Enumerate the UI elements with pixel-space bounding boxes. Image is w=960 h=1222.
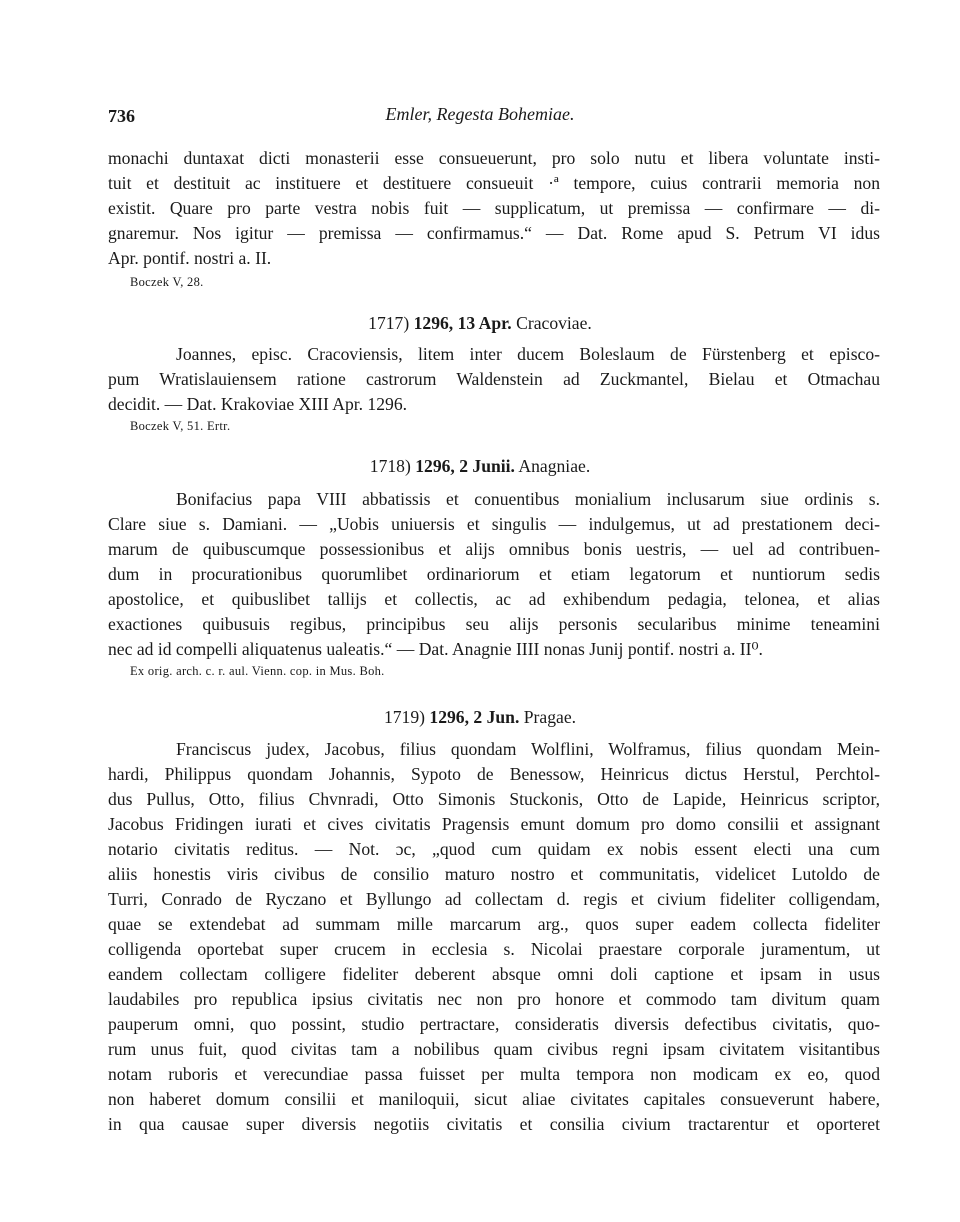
entry-place: Cracoviae. [516, 313, 592, 333]
text-line: gnaremur. Nos igitur — premissa — confirmamus.“ — Dat. Rome apud S. Petrum VI idus [108, 223, 880, 243]
text-line: marum de quibuscumque possessionibus et alijs omnibus bonis uestris, — uel ad contribuen- [108, 539, 880, 559]
text-line: hardi, Philippus quondam Johannis, Sypoto de Benessow, Heinricus dictus Herstul, Perchtol- [108, 764, 880, 784]
text-line: rum unus fuit, quod civitas tam a nobilibus quam civibus regni ipsam civitatem visitantibus [108, 1039, 880, 1059]
source-citation: Ex orig. arch. c. r. aul. Vienn. cop. in Mus. Boh. [130, 664, 385, 678]
entry-place: Pragae. [523, 707, 577, 727]
text-line: non haberet domum consilii et maniloquii, sicut aliae civitates capitales consueverunt habere, [108, 1089, 880, 1109]
text-line: pauperum omni, quo possint, studio pertractare, consideratis diversis defectibus civitatis, quo- [108, 1014, 880, 1034]
entry-heading [0, 706, 960, 728]
entry-number: 1717) [368, 313, 410, 333]
text-line: eandem collectam colligere fideliter deberent absque omni doli captione et ipsam in usus [108, 964, 880, 984]
entry-heading [0, 312, 960, 334]
entry-date: 1296, 2 Junii. [415, 456, 515, 476]
entry-number: 1718) [369, 456, 411, 476]
text-line: Joannes, episc. Cracoviensis, litem inter ducem Boleslaum de Fürstenberg et episco- [176, 344, 880, 364]
text-line: dus Pullus, Otto, filius Chvnradi, Otto Simonis Stuckonis, Otto de Lapide, Heinricus scriptor, [108, 789, 880, 809]
entry-date: 1296, 13 Apr. [413, 313, 512, 333]
text-line: exactiones quibusuis regibus, principibus seu alijs personis secularibus minime teneamini [108, 614, 880, 634]
text-line: nec ad id compelli aliquatenus ualeatis.“ — Dat. Anagnie IIII nonas Junij pontif. nostri a. II⁰. [108, 639, 763, 659]
source-citation: Boczek V, 51. Ertr. [130, 419, 231, 433]
text-line: apostolice, et quibuslibet tallijs et collectis, ac ad exhibendum pedagia, telonea, et alias [108, 589, 880, 609]
text-line: decidit. — Dat. Krakoviae XIII Apr. 1296. [108, 394, 408, 414]
text-line: tuit et destituit ac instituere et destituere consueuit ·ª tempore, cuius contrarii memoria non [108, 173, 880, 193]
entry-date: 1296, 2 Jun. [429, 707, 520, 727]
text-line: colligenda oportebat super crucem in ecclesia s. Nicolai praestare corporale juramentum, ut [108, 939, 880, 959]
text-line: aliis honestis viris civibus de consilio maturo nostro et communitatis, videlicet Lutoldo de [108, 864, 880, 884]
text-line: Clare siue s. Damiani. — „Uobis uniuersis et singulis — indulgemus, ut ad prestationem deci- [108, 514, 880, 534]
text-line: notam ruboris et verecundiae passa fuisset per multa tempora non modicam ex eo, quod [108, 1064, 880, 1084]
text-line: Turri, Conrado de Ryczano et Byllungo ad collectam d. regis et civium fideliter colligendam, [108, 889, 880, 909]
text-line: Jacobus Fridingen iurati et cives civitatis Pragensis emunt domum pro domo consilii et assignant [108, 814, 880, 834]
source-citation: Boczek V, 28. [130, 275, 204, 289]
page-number: 736 [108, 106, 135, 126]
text-line: Apr. pontif. nostri a. II. [108, 248, 272, 268]
entry-number: 1719) [383, 707, 425, 727]
text-line: Franciscus judex, Jacobus, filius quondam Wolflini, Wolframus, filius quondam Mein- [176, 739, 880, 759]
entry-place: Anagniae. [518, 456, 591, 476]
entry-heading [0, 455, 960, 477]
text-line: laudabiles pro republica ipsius civitatis nec non pro honore et commodo tam divitum quam [108, 989, 880, 1009]
text-line: Bonifacius papa VIII abbatissis et conuentibus monialium inclusarum siue ordinis s. [176, 489, 880, 509]
text-line: notario civitatis reditus. — Not. ɔc, „quod cum quidam ex nobis essent electi una cum [108, 839, 880, 859]
text-line: monachi duntaxat dicti monasterii esse consueuerunt, pro solo nutu et libera voluntate insti- [108, 148, 880, 168]
text-line: in qua causae super diversis negotiis civitatis et consilia civium tractarentur et oporteret [108, 1114, 880, 1134]
running-title: Emler, Regesta Bohemiae. [385, 104, 575, 124]
text-line: pum Wratislauiensem ratione castrorum Waldenstein ad Zuckmantel, Bielau et Otmachau [108, 369, 880, 389]
text-line: dum in procurationibus quorumlibet ordinariorum et etiam legatorum et nuntiorum sedis [108, 564, 880, 584]
text-line: quae se extendebat ad summam mille marcarum arg., quos super eadem collecta fideliter [108, 914, 880, 934]
text-line: existit. Quare pro parte vestra nobis fuit — supplicatum, ut premissa — confirmare — di- [108, 198, 880, 218]
